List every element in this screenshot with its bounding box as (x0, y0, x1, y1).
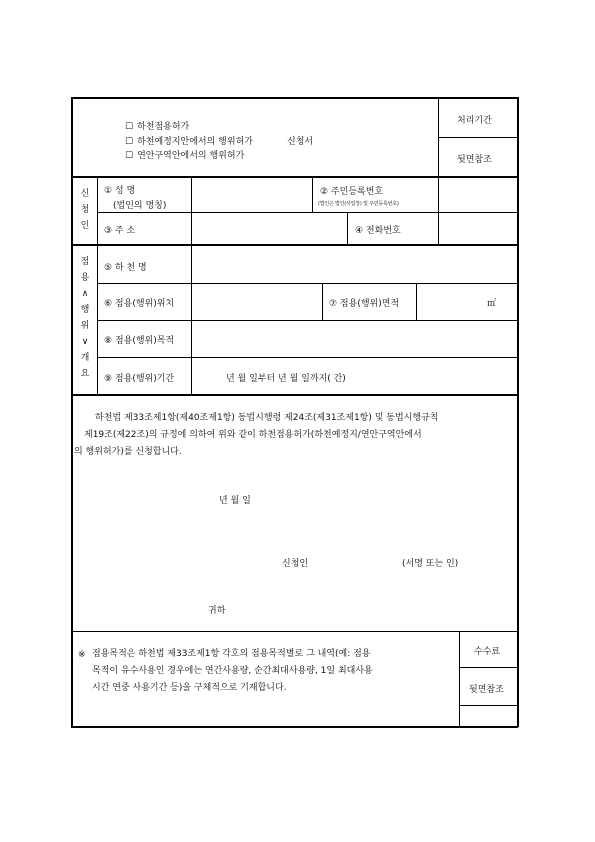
river-name-field[interactable] (193, 246, 516, 282)
area-field[interactable] (418, 285, 488, 319)
fee-label: 수수료 (474, 647, 501, 657)
reg-number-label: ② 주민등록번호 (320, 187, 384, 197)
usage-row-rule-2 (97, 320, 518, 321)
period-label: ⑨ 점용(행위)기간 (104, 374, 175, 384)
option-planned-river-area[interactable] (125, 134, 253, 147)
frame-top (71, 97, 518, 99)
signature-note: (서명 또는 인) (402, 559, 459, 569)
checkbox-icon[interactable]: ☐ (125, 122, 134, 132)
processing-period-label: 처리기간 (457, 116, 492, 126)
name-reg-divider (312, 176, 313, 212)
name-sub-label: (법인의 명칭) (113, 201, 167, 211)
note-mark: ※ (78, 650, 86, 660)
checkbox-icon[interactable]: ☐ (125, 137, 134, 147)
location-area-divider (322, 283, 323, 320)
form-suffix: 신청서 (287, 137, 314, 147)
usage-bottom-rule (71, 394, 518, 396)
applicant-label-divider (97, 176, 98, 394)
option-label: 하천점용허가 (137, 122, 190, 132)
addressee-suffix: 귀하 (208, 606, 226, 616)
note-line-2: 목적이 유수사용인 경우에는 연간사용량, 순간최대사용량, 1일 최대사용 (92, 666, 373, 676)
see-back-label: 뒷면참조 (457, 155, 492, 165)
applicant-section-label: 신 청 인 (80, 189, 90, 231)
reg-number-field[interactable] (440, 178, 516, 212)
reg-number-note: (법인은 법인(사업장) 및 주민등록번호) (318, 201, 399, 207)
declaration-line-2: 제19조(제22조)의 규정에 의하여 위와 같이 하천점용허가(하천예정지/연안구역안에서 (84, 430, 422, 440)
area-label: ⑦ 점용(행위)면적 (329, 299, 400, 309)
area-unit: ㎡ (487, 299, 497, 309)
location-field[interactable] (193, 285, 320, 319)
option-coastal-area[interactable] (125, 148, 244, 161)
reg-value-divider (438, 176, 439, 244)
fee-divider-vertical (459, 631, 460, 727)
body-bottom-rule (71, 631, 518, 632)
fee-divider-horizontal (459, 667, 518, 668)
note-line-1: 점용목적은 하천법 제33조제1항 각호의 점용목적별로 그 내역(예: 점용 (92, 649, 371, 659)
option-label: 하천예정지안에서의 행위허가 (137, 137, 253, 147)
purpose-label: ⑧ 점용(행위)목적 (104, 336, 175, 346)
note-line-3: 시간 연중 사용기간 등)을 구체적으로 기재합니다. (92, 683, 287, 693)
applicant-row-rule (97, 212, 518, 213)
location-label: ⑥ 점용(행위)위치 (104, 299, 175, 309)
name-field[interactable] (193, 178, 311, 212)
purpose-field[interactable] (193, 322, 516, 356)
frame-bottom (71, 726, 518, 728)
phone-field[interactable] (440, 214, 516, 243)
address-label: ③ 주 소 (104, 226, 136, 236)
address-phone-divider (347, 212, 348, 244)
phone-label: ④ 전화번호 (355, 226, 401, 236)
option-river-occupancy[interactable] (125, 119, 189, 132)
applicant-signature-label: 신청인 (282, 559, 309, 569)
fee-see-back-label: 뒷면참조 (469, 685, 504, 695)
usage-row-rule-1 (97, 283, 518, 284)
checkbox-icon[interactable]: ☐ (125, 151, 134, 161)
application-date[interactable]: 년 월 일 (219, 496, 251, 506)
usage-row-rule-3 (97, 357, 518, 358)
fee-divider-horizontal-2 (459, 705, 518, 706)
period-field[interactable]: 년 월 일부터 년 월 일까지( 간) (226, 374, 346, 384)
frame-right (517, 97, 519, 727)
address-field[interactable] (193, 214, 345, 243)
declaration-line-3: 의 행위허가)를 신청합니다. (74, 447, 182, 457)
usage-section-label: 점 용 ∧ 행 위 ∨ 개 요 (80, 257, 90, 379)
header-divider-horizontal (438, 137, 518, 138)
usage-label-divider (191, 244, 192, 394)
name-label-divider (191, 176, 192, 244)
addressee-field[interactable] (110, 600, 205, 616)
declaration-line-1: 하천법 제33조제1항(제40조제1항) 동법시행령 제24조(제31조제1항) 및 동법시행규칙 (95, 413, 439, 423)
frame-left (71, 97, 73, 727)
river-name-label: ⑤ 하 천 명 (104, 263, 147, 273)
option-label: 연안구역안에서의 행위허가 (137, 151, 245, 161)
signature-field[interactable] (322, 552, 394, 568)
name-label: ① 성 명 (104, 186, 136, 196)
area-value-divider (416, 283, 417, 320)
